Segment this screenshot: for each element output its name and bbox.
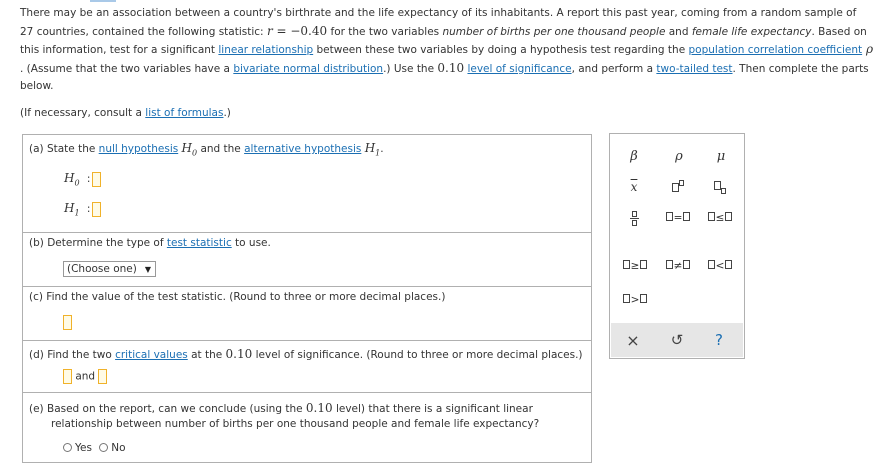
and-label: and bbox=[75, 370, 96, 383]
intro-text: .) bbox=[223, 106, 231, 119]
part-b-text: to use. bbox=[231, 237, 271, 249]
intro-text: . Then complete the parts bbox=[732, 62, 869, 75]
h1-symbol bbox=[364, 141, 384, 158]
dropdown-value: (Choose one) bbox=[67, 263, 137, 275]
not-equal-icon bbox=[666, 260, 691, 272]
part-b-text: (b) Determine the type of bbox=[29, 237, 167, 249]
subscript-icon bbox=[714, 181, 726, 194]
less-equal-button[interactable] bbox=[703, 208, 737, 228]
op-symbol: ≠ bbox=[673, 260, 683, 272]
part-d-text: level of significance. (Round to three or more decimal places.) bbox=[252, 349, 583, 361]
close-icon[interactable] bbox=[623, 330, 643, 350]
part-a-section bbox=[23, 135, 591, 232]
rho-symbol: ρ bbox=[675, 148, 683, 164]
superscript-button[interactable] bbox=[665, 177, 691, 197]
question-parts-box bbox=[22, 134, 592, 463]
variable-births: number of births per one thousand people bbox=[442, 25, 666, 38]
significance-level-value: 0.10 bbox=[225, 347, 253, 361]
math-palette bbox=[609, 133, 745, 359]
op-symbol: > bbox=[630, 294, 640, 306]
link-test-statistic[interactable]: test statistic bbox=[166, 237, 232, 249]
h-letter: H bbox=[64, 201, 75, 215]
part-a-prompt bbox=[29, 141, 384, 157]
part-e-text: relationship between number of births per one thousand people and female life expectancy? bbox=[51, 418, 540, 430]
link-list-of-formulas[interactable]: list of formulas bbox=[145, 106, 224, 119]
h1-answer-input[interactable] bbox=[92, 202, 101, 217]
intro-text: . Based on bbox=[811, 25, 867, 38]
top-accent-bar bbox=[90, 0, 116, 2]
test-statistic-answer-input[interactable] bbox=[63, 315, 72, 330]
h-letter: H bbox=[364, 141, 376, 155]
rho-button[interactable] bbox=[669, 146, 689, 166]
superscript-icon bbox=[672, 180, 684, 195]
fraction-icon bbox=[630, 211, 639, 226]
critical-value-2-input[interactable] bbox=[98, 369, 107, 384]
problem-statement bbox=[20, 5, 880, 133]
part-a-text: and the bbox=[197, 143, 245, 155]
link-critical-values[interactable]: critical values bbox=[115, 349, 188, 361]
test-statistic-dropdown[interactable] bbox=[63, 261, 156, 277]
h1-row bbox=[64, 201, 101, 217]
yes-option[interactable] bbox=[63, 442, 92, 454]
beta-button[interactable] bbox=[624, 146, 644, 166]
greater-than-icon bbox=[623, 294, 648, 306]
undo-icon[interactable] bbox=[667, 330, 687, 350]
yes-no-options bbox=[63, 442, 126, 454]
yes-radio[interactable] bbox=[63, 443, 72, 452]
equals-icon bbox=[666, 212, 691, 224]
link-null-hypothesis[interactable]: null hypothesis bbox=[98, 143, 179, 155]
part-b-prompt bbox=[29, 237, 271, 249]
dropdown-arrow-icon: ▼ bbox=[144, 264, 151, 274]
problem-paragraph bbox=[20, 5, 880, 96]
greater-equal-icon bbox=[623, 260, 648, 272]
intro-text: There may be an association between a country's birthrate and the life expectancy of its inhabitants. A report this past year, coming from a random sample of bbox=[20, 7, 857, 19]
part-a-text: . bbox=[380, 143, 384, 155]
colon: : bbox=[86, 173, 91, 185]
significance-level-value: 0.10 bbox=[305, 401, 333, 415]
link-population-correlation-coefficient[interactable]: population correlation coefficient bbox=[688, 44, 863, 56]
test-statistic-select[interactable] bbox=[63, 261, 156, 277]
intro-text: this information, test for a significant bbox=[20, 44, 219, 56]
significance-level-value: 0.10 bbox=[437, 60, 465, 75]
part-e-prompt bbox=[29, 401, 533, 415]
no-option[interactable] bbox=[99, 442, 125, 454]
intro-text: between these two variables by doing a hypothesis test regarding the bbox=[313, 44, 689, 56]
part-d-text: (d) Find the two bbox=[29, 349, 116, 361]
intro-text: 27 countries, contained the following statistic: bbox=[20, 25, 264, 38]
xbar-button[interactable] bbox=[624, 177, 644, 197]
h-subscript: 1 bbox=[74, 208, 80, 218]
op-symbol: ≤ bbox=[715, 212, 725, 224]
beta-symbol: β bbox=[630, 148, 638, 164]
op-symbol: ≥ bbox=[630, 260, 640, 272]
part-c-section bbox=[23, 286, 591, 340]
colon: : bbox=[86, 203, 91, 215]
yes-label: Yes bbox=[75, 442, 92, 454]
mu-button[interactable] bbox=[711, 146, 731, 166]
h-letter: H bbox=[64, 171, 75, 185]
part-d-text: at the bbox=[187, 349, 226, 361]
part-e-text: level) that there is a significant linear bbox=[332, 403, 533, 415]
link-alternative-hypothesis[interactable]: alternative hypothesis bbox=[244, 143, 362, 155]
part-a-text: (a) State the bbox=[29, 143, 99, 155]
intro-text: , and perform a bbox=[571, 62, 657, 75]
part-e-prompt-line2 bbox=[51, 418, 539, 430]
h0-symbol bbox=[181, 141, 198, 158]
intro-text: (If necessary, consult a bbox=[20, 106, 146, 119]
palette-footer bbox=[611, 323, 743, 357]
not-equal-button[interactable] bbox=[661, 256, 695, 276]
h0-label bbox=[64, 171, 80, 188]
subscript-button[interactable] bbox=[707, 177, 733, 197]
intro-text: .) Use the bbox=[383, 62, 438, 75]
h-subscript: 0 bbox=[192, 148, 198, 158]
close-symbol: × bbox=[626, 330, 640, 350]
h1-label bbox=[64, 201, 80, 218]
h-subscript: 0 bbox=[74, 178, 80, 188]
r-value: = −0.40 bbox=[272, 23, 328, 38]
variable-life-expectancy: female life expectancy bbox=[691, 25, 812, 38]
h0-answer-input[interactable] bbox=[92, 172, 101, 187]
intro-text: for the two variables bbox=[327, 25, 443, 38]
equals-button[interactable] bbox=[661, 208, 695, 228]
part-c-answer-row bbox=[63, 315, 72, 330]
part-c-prompt bbox=[29, 291, 445, 303]
op-symbol: < bbox=[715, 260, 725, 272]
xbar-symbol: $\overline{x}$ bbox=[630, 180, 638, 194]
part-d-section bbox=[23, 340, 591, 392]
intro-text: . (Assume that the two variables have a bbox=[20, 62, 234, 75]
undo-symbol: ↺ bbox=[670, 331, 684, 349]
greater-than-button[interactable] bbox=[618, 290, 652, 310]
h-subscript: 1 bbox=[375, 148, 381, 158]
no-radio[interactable] bbox=[99, 443, 108, 452]
help-symbol: ? bbox=[715, 331, 723, 349]
mu-symbol: μ bbox=[716, 148, 726, 164]
less-than-icon bbox=[708, 260, 733, 272]
op-symbol: = bbox=[673, 212, 683, 224]
part-e-text: (e) Based on the report, can we conclude (using the bbox=[29, 403, 306, 415]
formulas-paragraph bbox=[20, 105, 880, 123]
part-b-section bbox=[23, 232, 591, 286]
help-icon[interactable] bbox=[709, 330, 729, 350]
critical-value-1-input[interactable] bbox=[63, 369, 72, 384]
part-d-prompt bbox=[29, 347, 583, 361]
less-than-button[interactable] bbox=[703, 256, 737, 276]
part-e-section bbox=[23, 392, 591, 462]
part-c-text: (c) Find the value of the test statistic. (Round to three or more decimal places.) bbox=[29, 291, 446, 303]
link-level-of-significance[interactable]: level of significance bbox=[467, 62, 572, 75]
intro-text: below. bbox=[20, 80, 54, 92]
link-bivariate-normal-distribution[interactable]: bivariate normal distribution bbox=[233, 62, 384, 75]
no-label: No bbox=[111, 442, 126, 454]
h-letter: H bbox=[181, 141, 193, 155]
h0-row bbox=[64, 171, 101, 187]
greater-equal-button[interactable] bbox=[618, 256, 652, 276]
rho-symbol: ρ bbox=[862, 42, 873, 56]
link-linear-relationship[interactable]: linear relationship bbox=[218, 44, 314, 56]
link-two-tailed-test[interactable]: two-tailed test bbox=[656, 62, 733, 75]
intro-text: and bbox=[665, 25, 692, 38]
critical-values-row bbox=[63, 369, 107, 384]
fraction-button[interactable] bbox=[624, 206, 644, 230]
r-variable: r bbox=[266, 23, 273, 38]
less-equal-icon bbox=[708, 212, 733, 224]
